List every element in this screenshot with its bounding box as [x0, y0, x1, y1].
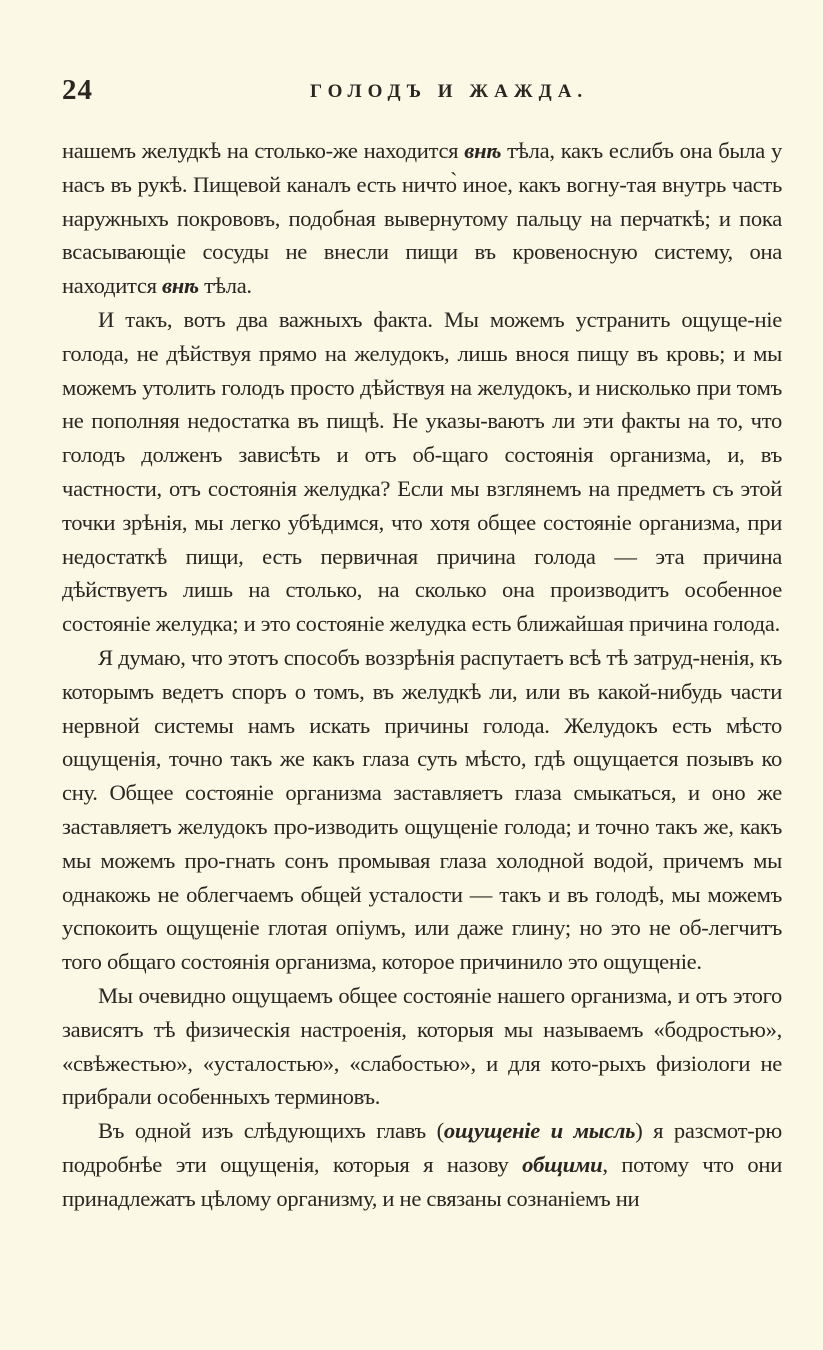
paragraph [62, 641, 782, 979]
text-segment: нашемъ желудкѣ на столько-же находится [62, 138, 465, 163]
running-title: ГОЛОДЪ И ЖАЖДА. [310, 81, 589, 102]
text-segment: , потому что они принадлежатъ цѣлому организму, и не связаны сознаніемъ ни [62, 1151, 782, 1211]
text-segment: тѣла. [198, 273, 252, 299]
text-segment: ) я разсмот-рю подробнѣе эти ощущенія, которыя я назову [62, 1118, 782, 1177]
text-segment: тѣла, какъ еслибъ она была у насъ въ рукѣ. Пищевой каналъ есть ничто̀ иное, какъ вогну-тая внутрь часть наружныхъ покрововъ, подобная вывернутому пальцу на перчаткѣ; и пока всасывающіе сосуды не внесли пищи въ кровеносную систему, она находится [62, 138, 782, 299]
emphasized-text: общими [522, 1151, 603, 1177]
body-text [62, 134, 782, 1216]
paragraph [62, 134, 782, 303]
text-segment: Въ одной изъ слѣдующихъ главъ ( [98, 1118, 444, 1144]
paragraph [62, 979, 782, 1114]
text-segment: Я думаю, что этотъ способъ воззрѣнія распутаетъ всѣ тѣ затруд-ненія, къ которымъ ведетъ споръ о томъ, въ желудкѣ ли, или въ какой-нибудь части нервной системы намъ искать причины голода. Желудокъ есть мѣсто ощущенія, точно такъ же какъ глаза суть мѣсто, гдѣ ощущается позывъ ко сну. Общее состояніе организма заставляетъ глаза смыкаться, и оно же заставляетъ желудокъ про-изводить ощущеніе голода; и точно такъ же, какъ мы можемъ про-гнать сонъ промывая глаза холодной водой, причемъ мы однакожь не облегчаемъ общей усталости — такъ и въ голодѣ, мы можемъ успокоить ощущеніе глотая опіумъ, или даже глину; но это не об-легчитъ того общаго состоянія организма, которое причинило это ощущеніе. [62, 644, 782, 975]
text-segment: И такъ, вотъ два важныхъ факта. Мы можемъ устранить ощуще-ніе голода, не дѣйствуя прямо на желудокъ, лишь внося пищу въ кровь; и мы можемъ утолить голодъ просто дѣйствуя на желудокъ, и нисколько при томъ не пополняя недостатка въ пищѣ. Не указы-ваютъ ли эти факты на то, что голодъ долженъ зависѣть и отъ об-щаго состоянія организма, и, въ частности, отъ состоянія желудка? Если мы взглянемъ на предметъ съ этой точки зрѣнія, мы легко убѣдимся, что хотя общее состояніе организма, при недостаткѣ пищи, есть первичная причина голода — эта причина дѣйствуетъ лишь на столько, на сколько она производитъ особенное состояніе желудка; и это состояніе желудка есть ближайшая причина голода. [62, 306, 782, 637]
emphasized-text: ощущеніе и мысль [443, 1118, 636, 1144]
text-segment: Мы очевидно ощущаемъ общее состояніе нашего организма, и отъ этого зависятъ тѣ физическія настроенія, которыя мы называемъ «бодростью», «свѣжестью», «усталостью», «слабостью», и для кото-рыхъ физіологи не прибрали особенныхъ терминовъ. [62, 982, 782, 1110]
page-number: 24 [62, 74, 93, 106]
paragraph [62, 1114, 782, 1215]
emphasized-text: внѣ [162, 273, 199, 299]
emphasized-text: внѣ [464, 138, 502, 163]
page-header [62, 74, 782, 110]
paragraph [62, 303, 782, 641]
